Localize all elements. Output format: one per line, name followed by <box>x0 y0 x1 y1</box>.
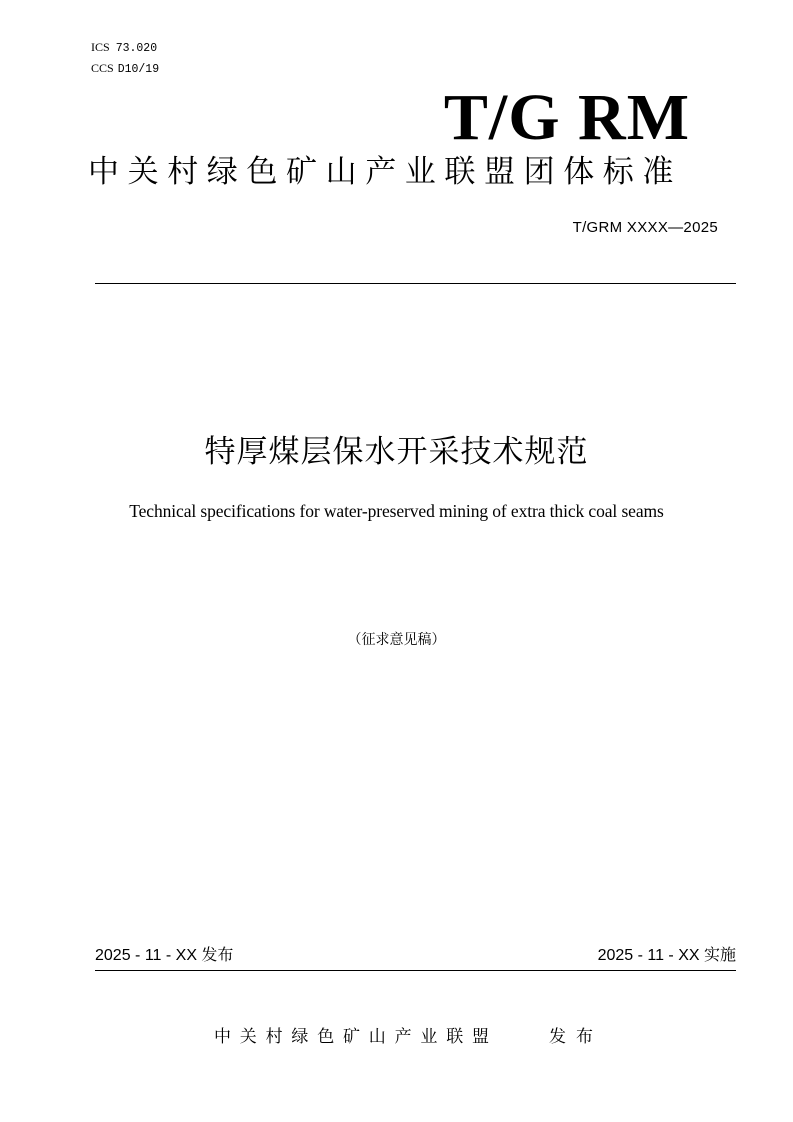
standard-logo: T/G RM <box>443 81 690 154</box>
ccs-classification <box>91 59 159 79</box>
standard-number: T/GRM XXXX—2025 <box>572 219 718 236</box>
draft-status: （征求意见稿） <box>347 632 446 648</box>
footer-divider <box>95 970 736 971</box>
publish-label: 发布 <box>549 1027 603 1047</box>
ccs-code: D10/19 <box>117 63 160 76</box>
ics-label: ICS <box>91 40 110 54</box>
implement-date: 2025 - 11 - XX 实施 <box>597 947 736 964</box>
ics-code: 73.020 <box>115 42 158 55</box>
document-title-english: Technical specifications for water-preserved mining of extra thick coal seams <box>129 501 664 521</box>
document-title-chinese: 特厚煤层保水开采技术规范 <box>204 434 589 470</box>
ics-classification <box>91 38 157 58</box>
organization-title: 中关村绿色矿山产业联盟团体标准 <box>88 154 682 190</box>
header-divider <box>95 283 736 284</box>
ccs-label: CCS <box>91 61 114 75</box>
publisher-name: 中关村绿色矿山产业联盟 <box>214 1027 498 1047</box>
issue-date: 2025 - 11 - XX 发布 <box>95 947 234 964</box>
